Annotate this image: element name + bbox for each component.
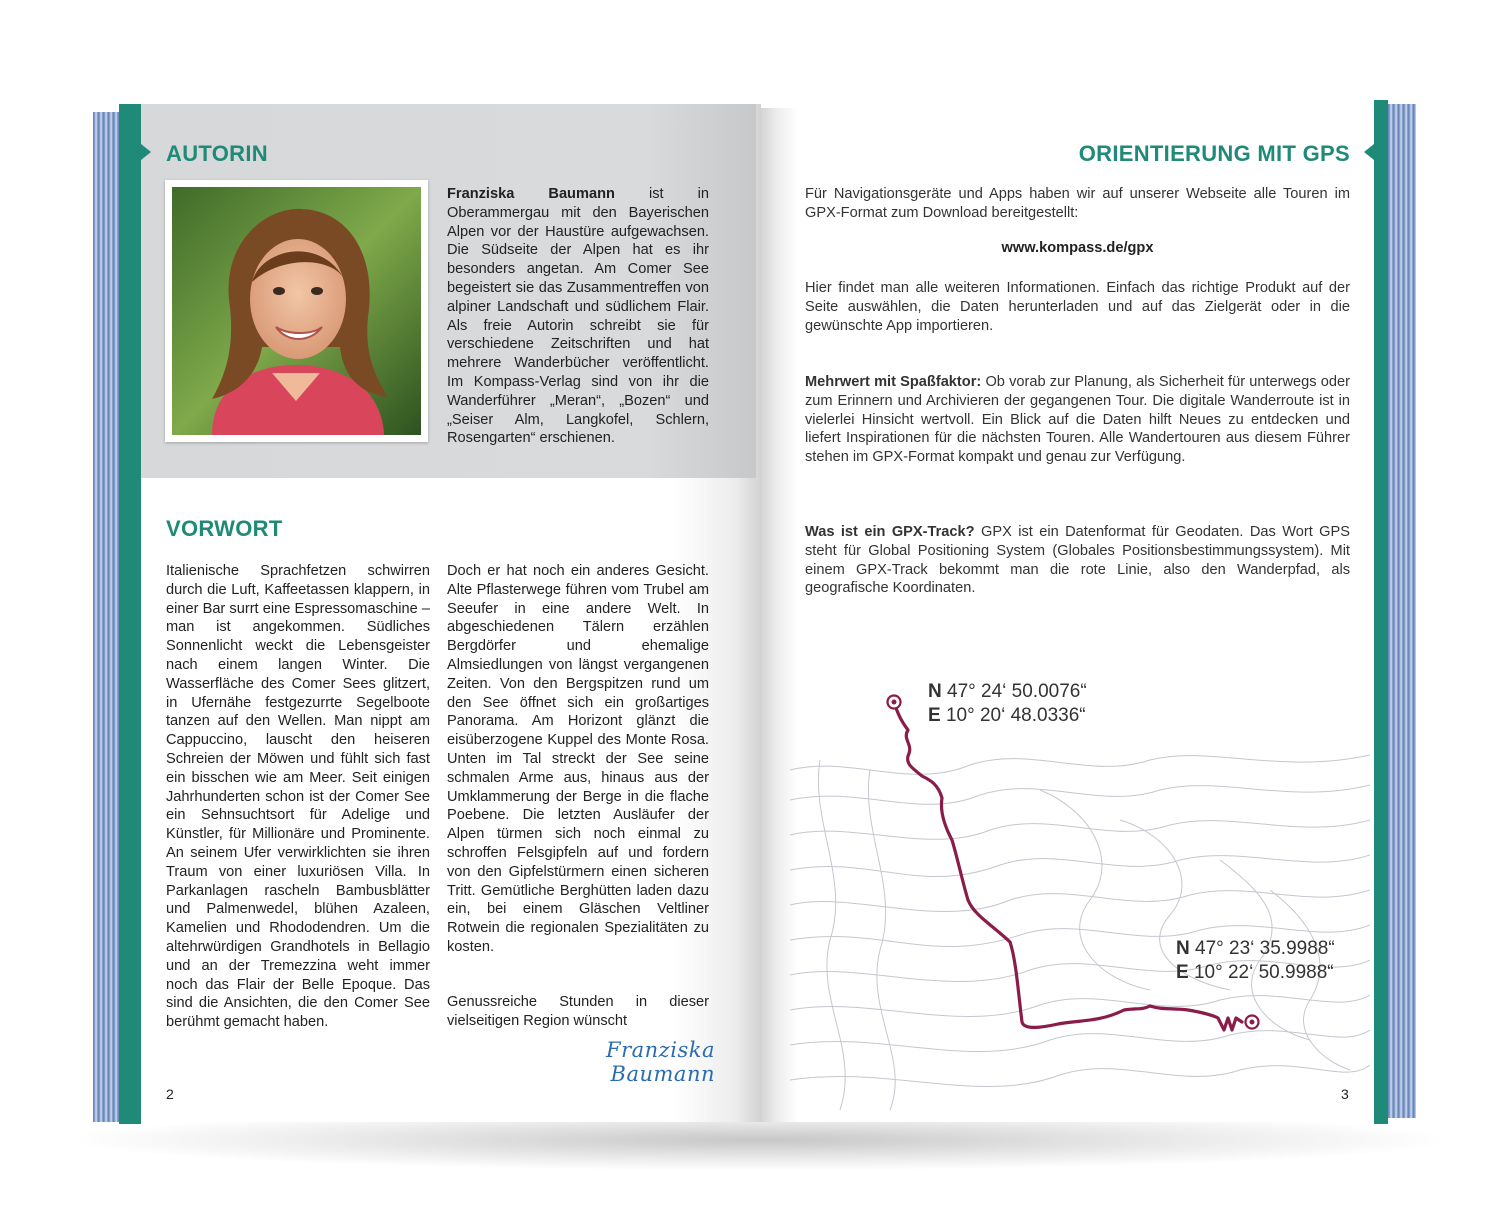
foreword-closing: Genussreiche Stunden in dieser vielseitigen Region wünscht: [447, 994, 709, 1029]
gpx-track-title: Was ist ein GPX-Track?: [805, 524, 975, 540]
page-number-right: 3: [1341, 1086, 1349, 1102]
start-coordinates: [928, 680, 1087, 728]
foreword-column-2: Doch er hat noch ein anderes Gesicht. Alte Pflasterwege führen vom Trubel am Seeufer in eine andere Welt. In abgeschiedenen Tälern erzählen Bergdörfer und ehemalige Almsiedlungen von längst vergangenen Zeiten. Von den Bergspitzen rund um den See öffnet sich ein großartiges Panorama. Am Horizont glänzt die eisüberzogene Kuppel des Monte Rosa. Unten im Tal streckt der See seine schmalen Arme aus, hinaus aus der Umklammerung der Berge in die flache Poebene. Die letzten Ausläufer der Alpen türmen sich noch einmal zu schroffen Felsgipfeln auf und fordern von den Gipfelstürmern einen sicheren Tritt. Gemütliche Berghütten laden dazu ein, bei einem Gläschen Veltliner Rotwein die regionalen Spezialitäten zu kosten.: [447, 563, 709, 955]
end-lat-label: N: [1176, 938, 1190, 959]
foreword-column-1: Italienische Sprachfetzen schwirren durch die Luft, Kaffeetassen klappern, in einer Bar surrt eine Espressomaschine – man ist angekommen. Südliches Sonnenlicht weckt die Lebensgeister nach einem langen Winter. Die Wasserfläche des Comer Sees glitzert, in Ufernähe festgezurrte Segelboote tanzen auf den Wellen. Man nippt am Cappuccino, lauscht den heiseren Schreien der Möwen und fühlt sich fast ein bisschen wie am Meer. Seit einigen Jahrhunderten schon ist der Comer See ein Sehnsuchtsort für Adelige und Künstler, für Millionäre und Prominente. An seinem Ufer verwirklichten sie ihren Traum von einer luxuriösen Villa. In Parkanlagen rascheln Bambusblätter und Palmenwedel, blühen Azaleen, Kamelien und Rhododendren. Um die altehrwürdigen Grandhotels in Bellagio und an der Tremezzina weht immer noch das Flair der Belle Epoque. Das sind die Ansichten, die den Comer See berühmt gemacht haben.: [166, 563, 430, 1031]
gps-benefit-text: Ob vorab zur Planung, als Sicherheit für unterwegs oder zum Erinnern und Archivieren der gegangenen Tour. Die digitale Wanderroute ist in vielerlei Hinsicht wertvoll. Ein Blick auf die Daten hilft Neues zu entdecken und liefert Inspirationen für die nächsten Touren. Alle Wandertouren aus diesem Führer stehen im GPX-Format kompakt und genau zur Verfügung.: [805, 374, 1350, 466]
start-lon-label: E: [928, 705, 941, 726]
author-heading: AUTORIN: [166, 141, 268, 166]
page-number-left: 2: [166, 1086, 174, 1102]
contour-lines: [790, 755, 1370, 1110]
gps-benefit-paragraph: [805, 373, 1350, 467]
book-edge-right: [1388, 104, 1416, 1118]
gps-heading: ORIENTIERUNG MIT GPS: [1078, 141, 1350, 166]
gps-intro: Für Navigationsgeräte und Apps haben wir auf unserer Webseite alle Touren im GPX-Format zum Download bereitgestellt:: [805, 186, 1350, 221]
gpx-track-text: GPX ist ein Datenformat für Geodaten. Das Wort GPS steht für Global Positioning System (Globales Positionsbestimmungssystem). Mit einem GPX-Track bekommt man die rote Linie, also den Wanderpfad, als geografische Koordinaten.: [805, 524, 1350, 597]
foreword-heading: VORWORT: [166, 516, 283, 541]
author-bio-text: ist in Oberammergau mit den Bayerischen Alpen vor der Haustüre aufgewachsen. Die Südseite der Alpen hat es ihr besonders angetan. Am Comer See begeistert sie das Zusammentreffen von alpiner Landschaft und südlichem Flair. Als freie Autorin schreibt sie für verschiedene Zeitschriften und hat mehrere Wanderbücher veröffentlicht. Im Kompass-Verlag sind von ihr die Wanderführer „Meran“, „Bozen“ und „Seiser Alm, Langkofel, Schlern, Rosengarten“ erschienen.: [447, 186, 710, 447]
start-lon-value: 10° 20‘ 48.0336“: [940, 705, 1086, 726]
author-photo: [165, 180, 428, 442]
gps-info-paragraph: Hier findet man alle weiteren Informationen. Einfach das richtige Produkt auf der Seite auswählen, die Daten herunterladen und auf das Zielgerät oder in die gewünschte App importieren.: [805, 280, 1350, 334]
gpx-track-paragraph: [805, 523, 1350, 598]
end-lon-label: E: [1176, 962, 1189, 983]
gpx-download-url: www.kompass.de/gpx: [1001, 240, 1154, 256]
end-coordinates: [1176, 937, 1335, 985]
author-bio: [447, 185, 709, 448]
author-portrait-image: [172, 187, 421, 435]
page-border-right: [1374, 100, 1388, 1124]
end-lat-value: 47° 23‘ 35.9988“: [1189, 938, 1335, 959]
author-signature: Franziska Baumann: [606, 1038, 715, 1086]
start-lat-value: 47° 24‘ 50.0076“: [941, 681, 1087, 702]
book-edge-left: [93, 112, 119, 1122]
page-border-left: [119, 104, 141, 1124]
author-name: Franziska Baumann: [447, 186, 615, 202]
start-lat-label: N: [928, 681, 942, 702]
section-marker-right: [1364, 144, 1374, 160]
section-marker-left: [141, 144, 151, 160]
gps-benefit-title: Mehrwert mit Spaßfaktor:: [805, 374, 982, 390]
end-lon-value: 10° 22‘ 50.9988“: [1188, 962, 1334, 983]
